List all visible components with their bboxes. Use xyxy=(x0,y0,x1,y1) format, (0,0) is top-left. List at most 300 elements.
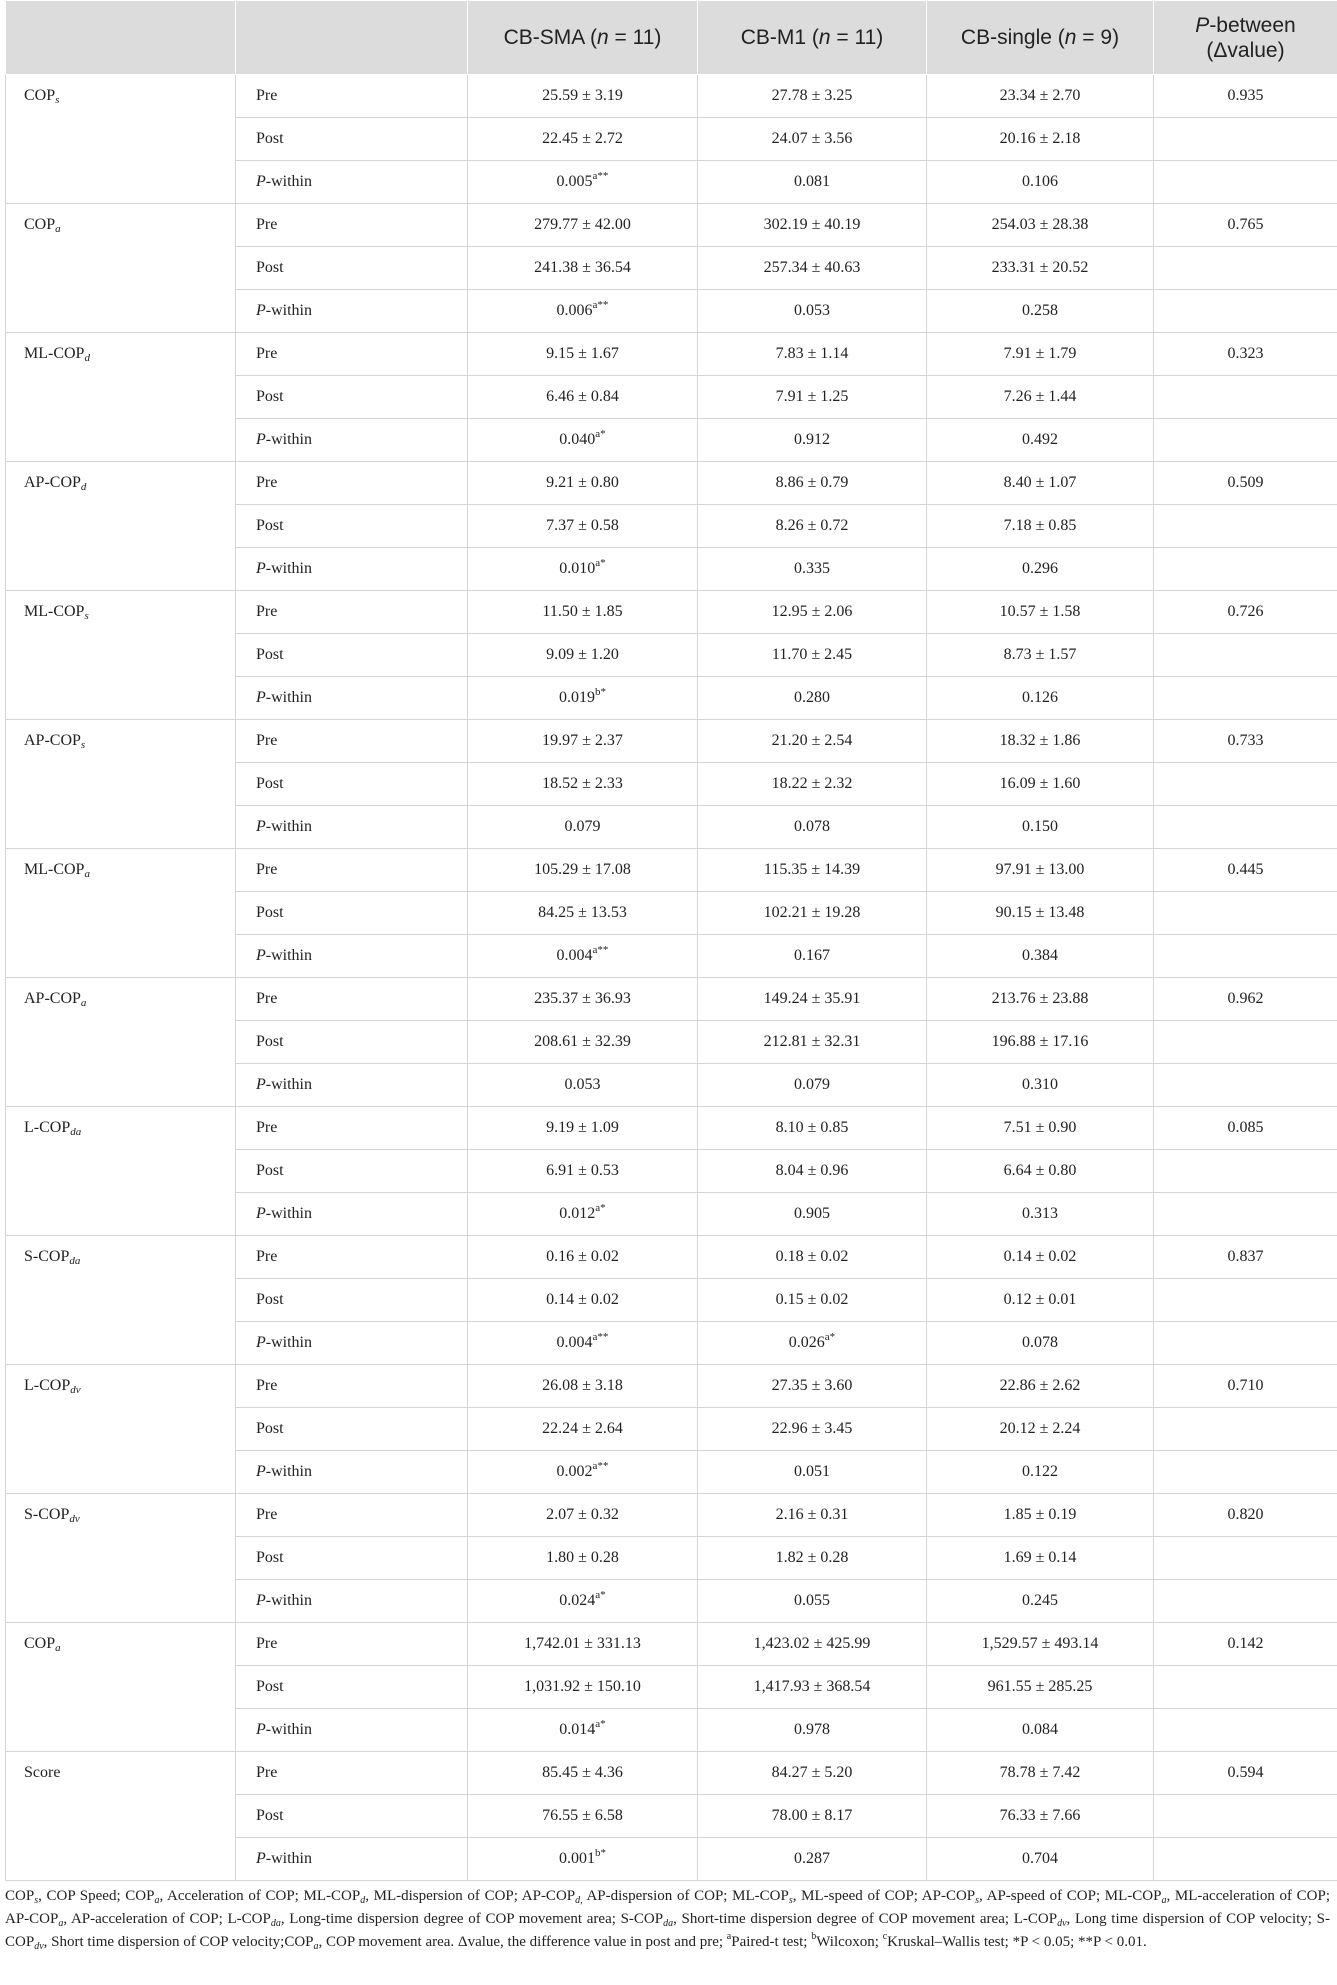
post-value: 241.38 ± 36.54 xyxy=(468,247,698,290)
post-value: 257.34 ± 40.63 xyxy=(698,247,927,290)
post-value: 961.55 ± 285.25 xyxy=(927,1666,1154,1709)
p-between-empty xyxy=(1154,1795,1337,1838)
footnote-subscript: dv xyxy=(1057,1918,1067,1929)
table-row-pre xyxy=(6,1236,1337,1279)
p-within-value xyxy=(698,1580,927,1623)
pre-value: 115.35 ± 14.39 xyxy=(698,849,927,892)
p-within-value xyxy=(927,1322,1154,1365)
footnote-text: , Acceleration of COP; ML-COP xyxy=(159,1888,361,1904)
post-value: 7.18 ± 0.85 xyxy=(927,505,1154,548)
p-between-empty xyxy=(1154,376,1337,419)
p-within-value xyxy=(927,806,1154,849)
p-between-empty xyxy=(1154,935,1337,978)
footnote-text: , Short time dispersion of COP velocity;COP xyxy=(43,1934,314,1950)
pre-value: 235.37 ± 36.93 xyxy=(468,978,698,1021)
pre-value: 97.91 ± 13.00 xyxy=(927,849,1154,892)
phase-post: Post xyxy=(236,763,468,806)
pre-value: 1,742.01 ± 331.13 xyxy=(468,1623,698,1666)
table-row-pre xyxy=(6,1365,1337,1408)
metric-base: S-COP xyxy=(24,1506,70,1523)
p-value: 0.081 xyxy=(794,173,830,190)
metric-subscript: d xyxy=(84,352,90,364)
post-value: 212.81 ± 32.31 xyxy=(698,1021,927,1064)
footnote-text: Paired-t test; xyxy=(731,1934,812,1950)
p-value: 0.078 xyxy=(1022,1334,1058,1351)
phase-p-within xyxy=(236,1322,468,1365)
significance-marker: a** xyxy=(592,944,609,956)
p-symbol: P xyxy=(256,1721,266,1738)
p-value: 0.019 xyxy=(559,689,595,706)
metric-subscript: s xyxy=(55,94,60,106)
group-n-value: = 9) xyxy=(1076,26,1120,49)
phase-post: Post xyxy=(236,118,468,161)
p-within-value xyxy=(698,1064,927,1107)
group-n-value: = 11) xyxy=(608,26,662,49)
p-within-value xyxy=(698,290,927,333)
significance-marker: a* xyxy=(824,1331,836,1343)
p-between-empty xyxy=(1154,1021,1337,1064)
post-value: 84.25 ± 13.53 xyxy=(468,892,698,935)
pre-value: 19.97 ± 2.37 xyxy=(468,720,698,763)
p-value: 0.079 xyxy=(564,818,601,835)
pre-value: 7.51 ± 0.90 xyxy=(927,1107,1154,1150)
footnote-subscript: dv xyxy=(34,1941,44,1952)
footnote-superscript: b xyxy=(811,1931,817,1942)
p-value: 0.296 xyxy=(1022,560,1058,577)
p-value: 0.079 xyxy=(794,1076,830,1093)
p-value: 0.258 xyxy=(1022,302,1058,319)
p-symbol: P xyxy=(1195,13,1210,37)
footnote-subscript: a xyxy=(313,1941,319,1952)
p-within-value xyxy=(927,290,1154,333)
p-within-value xyxy=(698,1322,927,1365)
p-within-value xyxy=(927,1838,1154,1881)
p-within-value xyxy=(468,1322,698,1365)
footnote-text: , Short-time dispersion degree of COP movement area; L-COP xyxy=(673,1911,1058,1927)
p-value: 0.287 xyxy=(794,1850,830,1867)
post-value: 6.46 ± 0.84 xyxy=(468,376,698,419)
metric-subscript: s xyxy=(84,610,89,622)
header-p-between xyxy=(1154,1,1337,75)
pre-value: 11.50 ± 1.85 xyxy=(468,591,698,634)
pre-value: 85.45 ± 4.36 xyxy=(468,1752,698,1795)
pre-value: 27.35 ± 3.60 xyxy=(698,1365,927,1408)
table-row-pre xyxy=(6,1752,1337,1795)
metric-subscript: d xyxy=(80,481,87,493)
p-value: 0.012 xyxy=(559,1205,596,1222)
phase-post: Post xyxy=(236,1795,468,1838)
post-value: 11.70 ± 2.45 xyxy=(698,634,927,677)
p-symbol: P xyxy=(256,560,266,577)
footnote-subscript: da xyxy=(270,1918,281,1929)
group-n-symbol: n xyxy=(818,26,831,49)
phase-post: Post xyxy=(236,1666,468,1709)
phase-p-within xyxy=(236,419,468,462)
significance-marker: a** xyxy=(592,170,609,182)
p-between-empty xyxy=(1154,505,1337,548)
pre-value: 25.59 ± 3.19 xyxy=(468,75,698,118)
p-symbol: P xyxy=(256,818,266,835)
post-value: 22.24 ± 2.64 xyxy=(468,1408,698,1451)
post-value: 24.07 ± 3.56 xyxy=(698,118,927,161)
phase-pre: Pre xyxy=(236,591,468,634)
pre-value: 1,423.02 ± 425.99 xyxy=(698,1623,927,1666)
p-between-empty xyxy=(1154,1322,1337,1365)
post-value: 102.21 ± 19.28 xyxy=(698,892,927,935)
metric-subscript: a xyxy=(80,997,87,1009)
p-within-value xyxy=(927,1451,1154,1494)
group-n-symbol: n xyxy=(596,26,609,49)
phase-pre: Pre xyxy=(236,1236,468,1279)
p-within-label: -within xyxy=(265,1463,312,1480)
metric-name xyxy=(6,333,236,462)
metric-name xyxy=(6,75,236,204)
phase-pre: Pre xyxy=(236,204,468,247)
p-between-label: -between xyxy=(1209,13,1296,37)
phase-p-within xyxy=(236,1838,468,1881)
p-within-label: -within xyxy=(265,560,312,577)
p-within-label: -within xyxy=(265,1076,312,1093)
footnote-text: , ML-acceleration of COP; AP-COP xyxy=(5,1888,1330,1927)
metric-base: COP xyxy=(24,87,56,104)
p-within-value xyxy=(468,419,698,462)
p-within-label: -within xyxy=(265,1592,312,1609)
p-between-empty xyxy=(1154,1709,1337,1752)
p-within-label: -within xyxy=(265,1850,312,1867)
p-within-value xyxy=(698,548,927,591)
pre-value: 254.03 ± 28.38 xyxy=(927,204,1154,247)
footnote-text: , COP Speed; COP xyxy=(38,1888,155,1904)
footnote-subscript: s xyxy=(34,1895,39,1906)
p-within-value xyxy=(698,1838,927,1881)
p-within-label: -within xyxy=(265,1205,312,1222)
post-value: 78.00 ± 8.17 xyxy=(698,1795,927,1838)
header-metric xyxy=(6,1,236,75)
p-between-empty xyxy=(1154,548,1337,591)
p-value: 0.310 xyxy=(1022,1076,1058,1093)
p-within-label: -within xyxy=(265,431,312,448)
phase-post: Post xyxy=(236,1537,468,1580)
table-header xyxy=(6,1,1337,75)
phase-p-within xyxy=(236,290,468,333)
p-symbol: P xyxy=(256,173,266,190)
p-value: 0.126 xyxy=(1022,689,1058,706)
phase-pre: Pre xyxy=(236,1107,468,1150)
p-value: 0.014 xyxy=(559,1721,596,1738)
p-value: 0.055 xyxy=(794,1592,830,1609)
p-within-label: -within xyxy=(265,689,312,706)
p-within-value xyxy=(468,677,698,720)
metric-subscript: a xyxy=(84,868,90,880)
metric-name xyxy=(6,1107,236,1236)
pre-value: 7.83 ± 1.14 xyxy=(698,333,927,376)
phase-post: Post xyxy=(236,1408,468,1451)
post-value: 233.31 ± 20.52 xyxy=(927,247,1154,290)
footnote-superscript: a xyxy=(726,1931,732,1942)
p-value: 0.335 xyxy=(794,560,830,577)
p-within-value xyxy=(698,935,927,978)
post-value: 7.91 ± 1.25 xyxy=(698,376,927,419)
p-value: 0.001 xyxy=(559,1850,595,1867)
p-between-empty xyxy=(1154,634,1337,677)
post-value: 90.15 ± 13.48 xyxy=(927,892,1154,935)
footnote-text: , Long time dispersion of COP velocity; S-COP xyxy=(5,1911,1330,1950)
p-between-value: 0.509 xyxy=(1154,462,1337,505)
p-value: 0.004 xyxy=(556,947,593,964)
header-group-2: CB-M1 (n = 11) xyxy=(698,1,927,75)
pre-value: 26.08 ± 3.18 xyxy=(468,1365,698,1408)
metric-name xyxy=(6,720,236,849)
footnote-text: COP xyxy=(5,1888,35,1904)
pre-value: 27.78 ± 3.25 xyxy=(698,75,927,118)
metric-name xyxy=(6,204,236,333)
significance-marker: a* xyxy=(595,1589,606,1601)
pre-value: 8.40 ± 1.07 xyxy=(927,462,1154,505)
p-within-value xyxy=(698,1709,927,1752)
phase-post: Post xyxy=(236,1021,468,1064)
post-value: 6.64 ± 0.80 xyxy=(927,1150,1154,1193)
post-value: 8.04 ± 0.96 xyxy=(698,1150,927,1193)
phase-p-within xyxy=(236,548,468,591)
phase-p-within xyxy=(236,1709,468,1752)
phase-pre: Pre xyxy=(236,720,468,763)
footnote-text: Kruskal–Wallis test; *P < 0.05; **P < 0.01. xyxy=(887,1934,1147,1950)
p-value: 0.006 xyxy=(556,302,593,319)
footnote-subscript: d xyxy=(360,1895,366,1906)
pre-value: 9.19 ± 1.09 xyxy=(468,1107,698,1150)
phase-p-within xyxy=(236,1193,468,1236)
header-group-1: CB-SMA (n = 11) xyxy=(468,1,698,75)
post-value: 1,417.93 ± 368.54 xyxy=(698,1666,927,1709)
p-between-empty xyxy=(1154,247,1337,290)
phase-p-within xyxy=(236,1451,468,1494)
metric-base: AP-COP xyxy=(24,732,81,749)
table-row-pre xyxy=(6,591,1337,634)
phase-pre: Pre xyxy=(236,849,468,892)
post-value: 0.15 ± 0.02 xyxy=(698,1279,927,1322)
results-table-container xyxy=(5,0,1337,1881)
p-between-empty xyxy=(1154,1064,1337,1107)
p-value: 0.005 xyxy=(556,173,593,190)
pre-value: 9.21 ± 0.80 xyxy=(468,462,698,505)
table-row-pre xyxy=(6,333,1337,376)
metric-name xyxy=(6,1623,236,1752)
phase-post: Post xyxy=(236,892,468,935)
pre-value: 2.16 ± 0.31 xyxy=(698,1494,927,1537)
pre-value: 0.14 ± 0.02 xyxy=(927,1236,1154,1279)
pre-value: 105.29 ± 17.08 xyxy=(468,849,698,892)
p-between-empty xyxy=(1154,1580,1337,1623)
metric-base: ML-COP xyxy=(24,603,85,620)
metric-subscript: dv xyxy=(70,1384,81,1396)
footnote-subscript: s xyxy=(788,1895,793,1906)
metric-name xyxy=(6,978,236,1107)
phase-p-within xyxy=(236,1580,468,1623)
p-within-label: -within xyxy=(265,1721,312,1738)
p-within-value xyxy=(468,1709,698,1752)
pre-value: 279.77 ± 42.00 xyxy=(468,204,698,247)
p-symbol: P xyxy=(256,1334,266,1351)
post-value: 22.45 ± 2.72 xyxy=(468,118,698,161)
p-within-value xyxy=(927,1064,1154,1107)
post-value: 20.12 ± 2.24 xyxy=(927,1408,1154,1451)
phase-pre: Pre xyxy=(236,978,468,1021)
significance-marker: a* xyxy=(595,1202,606,1214)
post-value: 196.88 ± 17.16 xyxy=(927,1021,1154,1064)
p-within-label: -within xyxy=(265,947,312,964)
p-between-empty xyxy=(1154,892,1337,935)
pre-value: 21.20 ± 2.54 xyxy=(698,720,927,763)
metric-name xyxy=(6,1752,236,1881)
metric-subscript: da xyxy=(69,1255,81,1267)
table-row-pre xyxy=(6,1623,1337,1666)
footnote-subscript: da xyxy=(663,1918,674,1929)
pre-value: 8.86 ± 0.79 xyxy=(698,462,927,505)
significance-marker: b* xyxy=(595,686,606,698)
metric-subscript: dv xyxy=(69,1513,80,1525)
pre-value: 7.91 ± 1.79 xyxy=(927,333,1154,376)
p-between-empty xyxy=(1154,1279,1337,1322)
metric-name xyxy=(6,1494,236,1623)
pre-value: 8.10 ± 0.85 xyxy=(698,1107,927,1150)
metric-base: Score xyxy=(24,1764,61,1781)
p-within-value xyxy=(468,1451,698,1494)
post-value: 0.12 ± 0.01 xyxy=(927,1279,1154,1322)
phase-pre: Pre xyxy=(236,1365,468,1408)
p-within-value xyxy=(698,1193,927,1236)
metric-name xyxy=(6,1365,236,1494)
phase-post: Post xyxy=(236,247,468,290)
p-value: 0.040 xyxy=(559,431,596,448)
p-between-empty xyxy=(1154,677,1337,720)
pre-value: 0.16 ± 0.02 xyxy=(468,1236,698,1279)
post-value: 1.69 ± 0.14 xyxy=(927,1537,1154,1580)
post-value: 20.16 ± 2.18 xyxy=(927,118,1154,161)
post-value: 7.37 ± 0.58 xyxy=(468,505,698,548)
p-value: 0.280 xyxy=(794,689,830,706)
post-value: 1,031.92 ± 150.10 xyxy=(468,1666,698,1709)
metric-name xyxy=(6,591,236,720)
p-within-label: -within xyxy=(265,302,312,319)
p-within-value xyxy=(698,677,927,720)
post-value: 1.82 ± 0.28 xyxy=(698,1537,927,1580)
p-within-value xyxy=(468,1064,698,1107)
p-value: 0.004 xyxy=(556,1334,593,1351)
post-value: 18.52 ± 2.33 xyxy=(468,763,698,806)
p-within-value xyxy=(698,806,927,849)
footnote-text: , Long-time dispersion degree of COP movement area; S-COP xyxy=(280,1911,664,1927)
pre-value: 9.15 ± 1.67 xyxy=(468,333,698,376)
header-row xyxy=(6,1,1337,75)
post-value: 6.91 ± 0.53 xyxy=(468,1150,698,1193)
pre-value: 213.76 ± 23.88 xyxy=(927,978,1154,1021)
p-within-value xyxy=(468,806,698,849)
p-between-value: 0.726 xyxy=(1154,591,1337,634)
p-within-label: -within xyxy=(265,818,312,835)
p-within-value xyxy=(698,1451,927,1494)
metric-base: S-COP xyxy=(24,1248,70,1265)
metric-base: COP xyxy=(24,1635,56,1652)
p-value: 0.912 xyxy=(794,431,830,448)
p-value: 0.492 xyxy=(1022,431,1058,448)
p-value: 0.051 xyxy=(794,1463,830,1480)
p-between-empty xyxy=(1154,806,1337,849)
metric-base: AP-COP xyxy=(24,474,81,491)
metric-subscript: s xyxy=(80,739,86,751)
p-within-value xyxy=(927,548,1154,591)
significance-marker: a** xyxy=(592,1331,609,1343)
p-between-value: 0.935 xyxy=(1154,75,1337,118)
p-value: 0.024 xyxy=(559,1592,596,1609)
p-value: 0.150 xyxy=(1022,818,1058,835)
pre-value: 302.19 ± 40.19 xyxy=(698,204,927,247)
p-symbol: P xyxy=(256,1076,266,1093)
group-name: CB-M1 xyxy=(740,26,807,49)
post-value: 8.73 ± 1.57 xyxy=(927,634,1154,677)
p-between-empty xyxy=(1154,1537,1337,1580)
table-row-pre xyxy=(6,978,1337,1021)
post-value: 76.33 ± 7.66 xyxy=(927,1795,1154,1838)
metric-subscript: a xyxy=(55,223,61,235)
p-within-value xyxy=(468,548,698,591)
post-value: 16.09 ± 1.60 xyxy=(927,763,1154,806)
header-phase xyxy=(236,1,468,75)
p-within-label: -within xyxy=(265,1334,312,1351)
significance-marker: a** xyxy=(592,299,609,311)
pre-value: 78.78 ± 7.42 xyxy=(927,1752,1154,1795)
table-row-pre xyxy=(6,1494,1337,1537)
footnote-superscript: c xyxy=(882,1931,888,1942)
phase-pre: Pre xyxy=(236,1752,468,1795)
pre-value: 2.07 ± 0.32 xyxy=(468,1494,698,1537)
p-value: 0.053 xyxy=(564,1076,601,1093)
p-between-empty xyxy=(1154,763,1337,806)
post-value: 22.96 ± 3.45 xyxy=(698,1408,927,1451)
pre-value: 0.18 ± 0.02 xyxy=(698,1236,927,1279)
p-symbol: P xyxy=(256,947,266,964)
pre-value: 1,529.57 ± 493.14 xyxy=(927,1623,1154,1666)
group-name: CB-SMA xyxy=(503,26,585,49)
significance-marker: a* xyxy=(595,557,606,569)
table-row-pre xyxy=(6,720,1337,763)
p-between-value: 0.837 xyxy=(1154,1236,1337,1279)
p-within-value xyxy=(468,1838,698,1881)
results-table xyxy=(5,0,1337,1881)
pre-value: 149.24 ± 35.91 xyxy=(698,978,927,1021)
metric-name xyxy=(6,849,236,978)
p-symbol: P xyxy=(256,1205,266,1222)
p-between-value: 0.962 xyxy=(1154,978,1337,1021)
p-between-value: 0.594 xyxy=(1154,1752,1337,1795)
significance-marker: b* xyxy=(595,1847,606,1859)
p-within-value xyxy=(468,1193,698,1236)
table-row-pre xyxy=(6,462,1337,505)
p-within-value xyxy=(927,1709,1154,1752)
footnote-subscript: d, xyxy=(575,1895,583,1906)
phase-post: Post xyxy=(236,1279,468,1322)
metric-base: AP-COP xyxy=(24,990,81,1007)
post-value: 208.61 ± 32.39 xyxy=(468,1021,698,1064)
p-symbol: P xyxy=(256,431,266,448)
p-within-value xyxy=(468,1580,698,1623)
p-value: 0.122 xyxy=(1022,1463,1058,1480)
table-row-pre xyxy=(6,849,1337,892)
p-within-label: -within xyxy=(265,173,312,190)
p-value: 0.053 xyxy=(794,302,830,319)
p-value: 0.106 xyxy=(1022,173,1058,190)
p-between-empty xyxy=(1154,1838,1337,1881)
phase-p-within xyxy=(236,806,468,849)
